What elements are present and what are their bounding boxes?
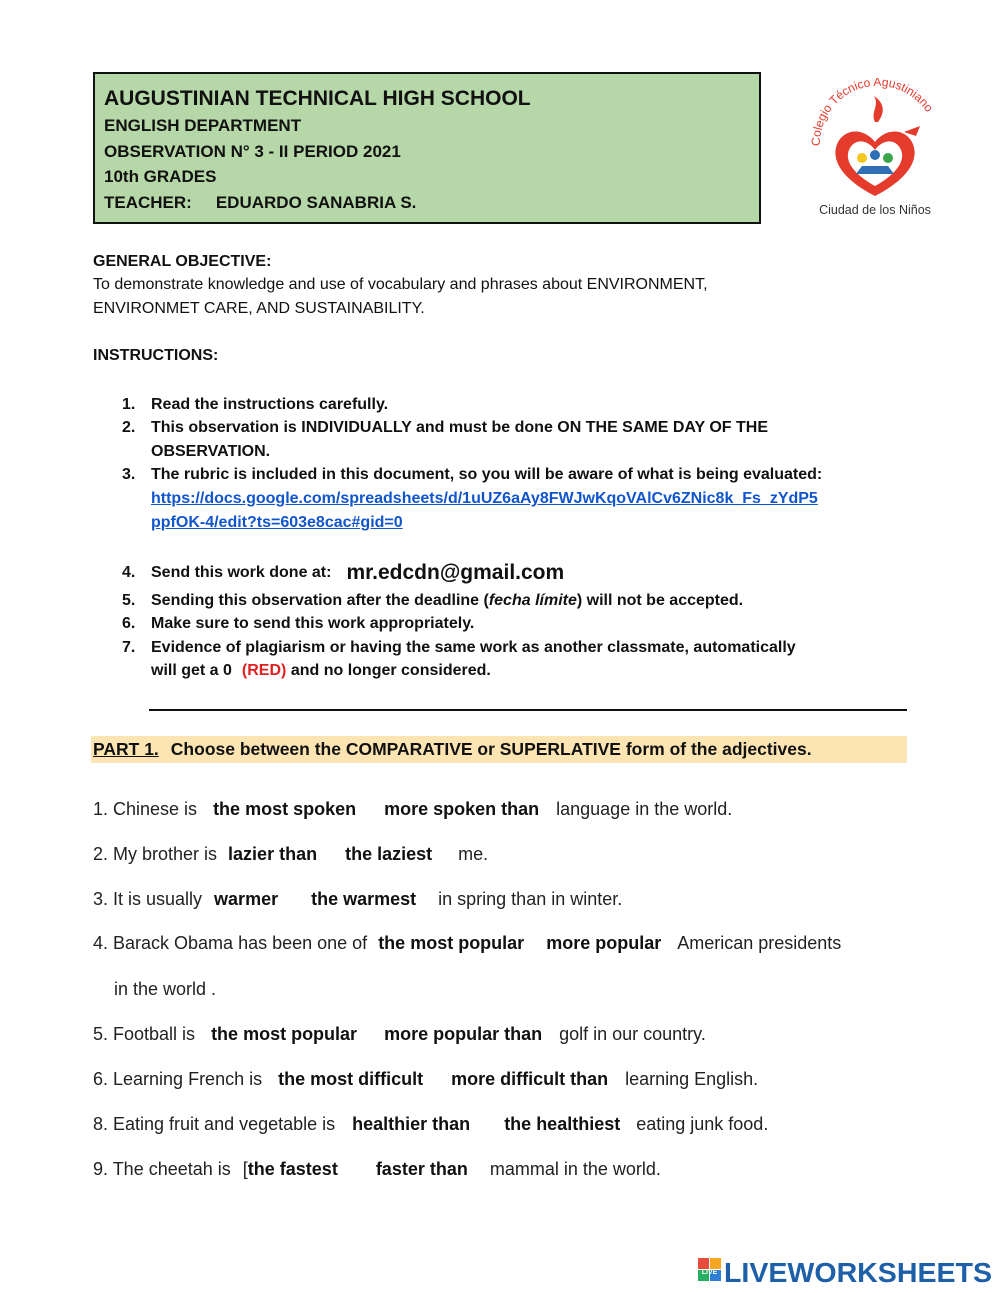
option-2[interactable]: more spoken than xyxy=(384,799,540,819)
teacher-label: TEACHER: xyxy=(104,193,192,212)
question-prefix: 3. It is usually xyxy=(93,889,203,909)
option-1[interactable]: the fastest xyxy=(247,1159,338,1179)
grades: 10th GRADES xyxy=(104,167,217,186)
school-name: AUGUSTINIAN TECHNICAL HIGH SCHOOL xyxy=(104,87,531,110)
question-4-cont: in the world . xyxy=(114,979,217,999)
option-2[interactable]: faster than xyxy=(375,1159,468,1179)
question-3 xyxy=(93,889,622,910)
instruction-2-cont: OBSERVATION. xyxy=(151,443,271,460)
question-prefix: 1. Chinese is xyxy=(93,799,198,819)
instructions-title: INSTRUCTIONS: xyxy=(93,347,219,364)
question-suffix: golf in our country. xyxy=(559,1024,706,1044)
email-address: mr.edcdn@gmail.com xyxy=(346,561,565,584)
option-2[interactable]: the laziest xyxy=(345,844,433,864)
part1-heading xyxy=(93,739,812,760)
question-6 xyxy=(93,1069,758,1090)
arrow-shape xyxy=(904,126,920,136)
question-prefix: 9. The cheetah is xyxy=(93,1159,231,1179)
logo-bottom-text: Ciudad de los Niños xyxy=(819,203,931,217)
instruction-text: Make sure to send this work appropriately. xyxy=(151,615,475,632)
instruction-number: 5. xyxy=(122,592,136,609)
department: ENGLISH DEPARTMENT xyxy=(104,116,302,135)
bracket: [ xyxy=(242,1159,248,1179)
instruction-number: 7. xyxy=(122,639,136,656)
option-2[interactable]: the warmest xyxy=(311,889,417,909)
instruction-text: Send this work done at: xyxy=(151,564,332,581)
option-1[interactable]: healthier than xyxy=(352,1114,471,1134)
logo-base xyxy=(856,166,894,174)
option-1[interactable]: warmer xyxy=(214,889,279,909)
school-logo xyxy=(800,78,950,220)
instruction-3 xyxy=(122,466,822,484)
instruction-number: 4. xyxy=(122,564,136,582)
instruction-number: 2. xyxy=(122,419,136,436)
question-1 xyxy=(93,799,732,820)
question-suffix: language in the world. xyxy=(556,799,733,819)
figure-blue xyxy=(870,150,880,160)
observation-title: OBSERVATION N° 3 - II PERIOD 2021 xyxy=(104,142,401,161)
question-suffix: me. xyxy=(458,844,489,864)
school-logo-graphic xyxy=(800,78,950,220)
question-suffix: mammal in the world. xyxy=(489,1159,661,1179)
option-2[interactable]: more popular than xyxy=(384,1024,543,1044)
question-suffix: American presidents xyxy=(677,933,842,953)
divider-line xyxy=(149,709,907,711)
teacher-name: EDUARDO SANABRIA S. xyxy=(215,193,417,212)
instruction-1 xyxy=(122,396,388,414)
option-1[interactable]: the most popular xyxy=(211,1024,358,1044)
objective-title: GENERAL OBJECTIVE: xyxy=(93,253,272,270)
figure-yellow xyxy=(857,153,867,163)
objective-line-1: To demonstrate knowledge and use of vocabulary and phrases about ENVIRONMENT, xyxy=(93,276,708,293)
red-note: (RED) xyxy=(241,662,287,679)
instruction-7 xyxy=(122,639,796,657)
instruction-4 xyxy=(122,561,564,585)
instruction-number: 3. xyxy=(122,466,136,483)
liveworksheets-logo xyxy=(698,1254,998,1288)
part1-label: PART 1. xyxy=(93,739,159,759)
instruction-6 xyxy=(122,615,474,633)
logo-arc-textpath: Colegio Técnico Agustiniano xyxy=(808,78,937,147)
option-1[interactable]: the most spoken xyxy=(213,799,357,819)
badge-square-orange xyxy=(710,1258,721,1269)
question-prefix: 4. Barack Obama has been one of xyxy=(93,933,368,953)
instruction-number: 6. xyxy=(122,615,136,632)
header-box xyxy=(93,72,761,224)
question-2 xyxy=(93,844,488,865)
instruction-text: The rubric is included in this document, so you will be aware of what is being evaluated: xyxy=(151,466,823,483)
badge-square-red xyxy=(698,1258,709,1269)
liveworksheets-logo-graphic xyxy=(698,1254,998,1288)
rubric-link-line-1[interactable]: https://docs.google.com/spreadsheets/d/1uUZ6aAy8FWJwKqoVAlCv6ZNic8k_Fs_zYdP5 xyxy=(151,490,818,507)
instruction-number: 1. xyxy=(122,396,136,413)
instruction-2 xyxy=(122,419,768,437)
option-2[interactable]: more popular xyxy=(546,933,662,953)
question-suffix: learning English. xyxy=(625,1069,759,1089)
deadline-italic: fecha límite xyxy=(488,592,577,609)
question-prefix: 5. Football is xyxy=(93,1024,196,1044)
instruction-text: Read the instructions carefully. xyxy=(151,396,389,413)
figure-green xyxy=(883,153,893,163)
option-1[interactable]: lazier than xyxy=(228,844,318,864)
instruction-text-b: ) will not be accepted. xyxy=(576,592,744,609)
part1-text: Choose between the COMPARATIVE or SUPERLATIVE form of the adjectives. xyxy=(170,739,812,759)
option-2[interactable]: more difficult than xyxy=(451,1069,609,1089)
instruction-text: This observation is INDIVIDUALLY and must be done ON THE SAME DAY OF THE xyxy=(151,419,768,436)
question-5 xyxy=(93,1024,706,1045)
question-4 xyxy=(93,933,841,954)
option-1[interactable]: the most popular xyxy=(378,933,525,953)
question-suffix: in spring than in winter. xyxy=(438,889,623,909)
question-9 xyxy=(93,1159,661,1180)
option-2[interactable]: the healthiest xyxy=(504,1114,621,1134)
instruction-text: Evidence of plagiarism or having the same work as another classmate, automatically xyxy=(151,639,796,656)
question-suffix: eating junk food. xyxy=(636,1114,769,1134)
brand-name: LIVEWORKSHEETS xyxy=(724,1257,992,1288)
question-prefix: 2. My brother is xyxy=(93,844,218,864)
instruction-7-cont xyxy=(151,662,491,680)
badge-text: LIVE xyxy=(701,1269,718,1276)
option-1[interactable]: the most difficult xyxy=(278,1069,424,1089)
part1-banner xyxy=(91,736,907,763)
objective-line-2: ENVIRONMET CARE, AND SUSTAINABILITY. xyxy=(93,300,425,317)
instruction-cont-a: will get a 0 xyxy=(151,662,232,679)
question-8 xyxy=(93,1114,768,1135)
question-prefix: 8. Eating fruit and vegetable is xyxy=(93,1114,336,1134)
instruction-text-a: Sending this observation after the deadline ( xyxy=(151,592,489,609)
question-prefix: 6. Learning French is xyxy=(93,1069,263,1089)
instruction-5 xyxy=(122,592,743,610)
instruction-cont-b: and no longer considered. xyxy=(290,662,491,679)
flame-shape xyxy=(874,96,883,122)
logo-arc-text xyxy=(809,78,937,146)
teacher-line xyxy=(104,193,416,213)
rubric-link-line-2[interactable]: ppfOK-4/edit?ts=603e8cac#gid=0 xyxy=(151,514,403,531)
